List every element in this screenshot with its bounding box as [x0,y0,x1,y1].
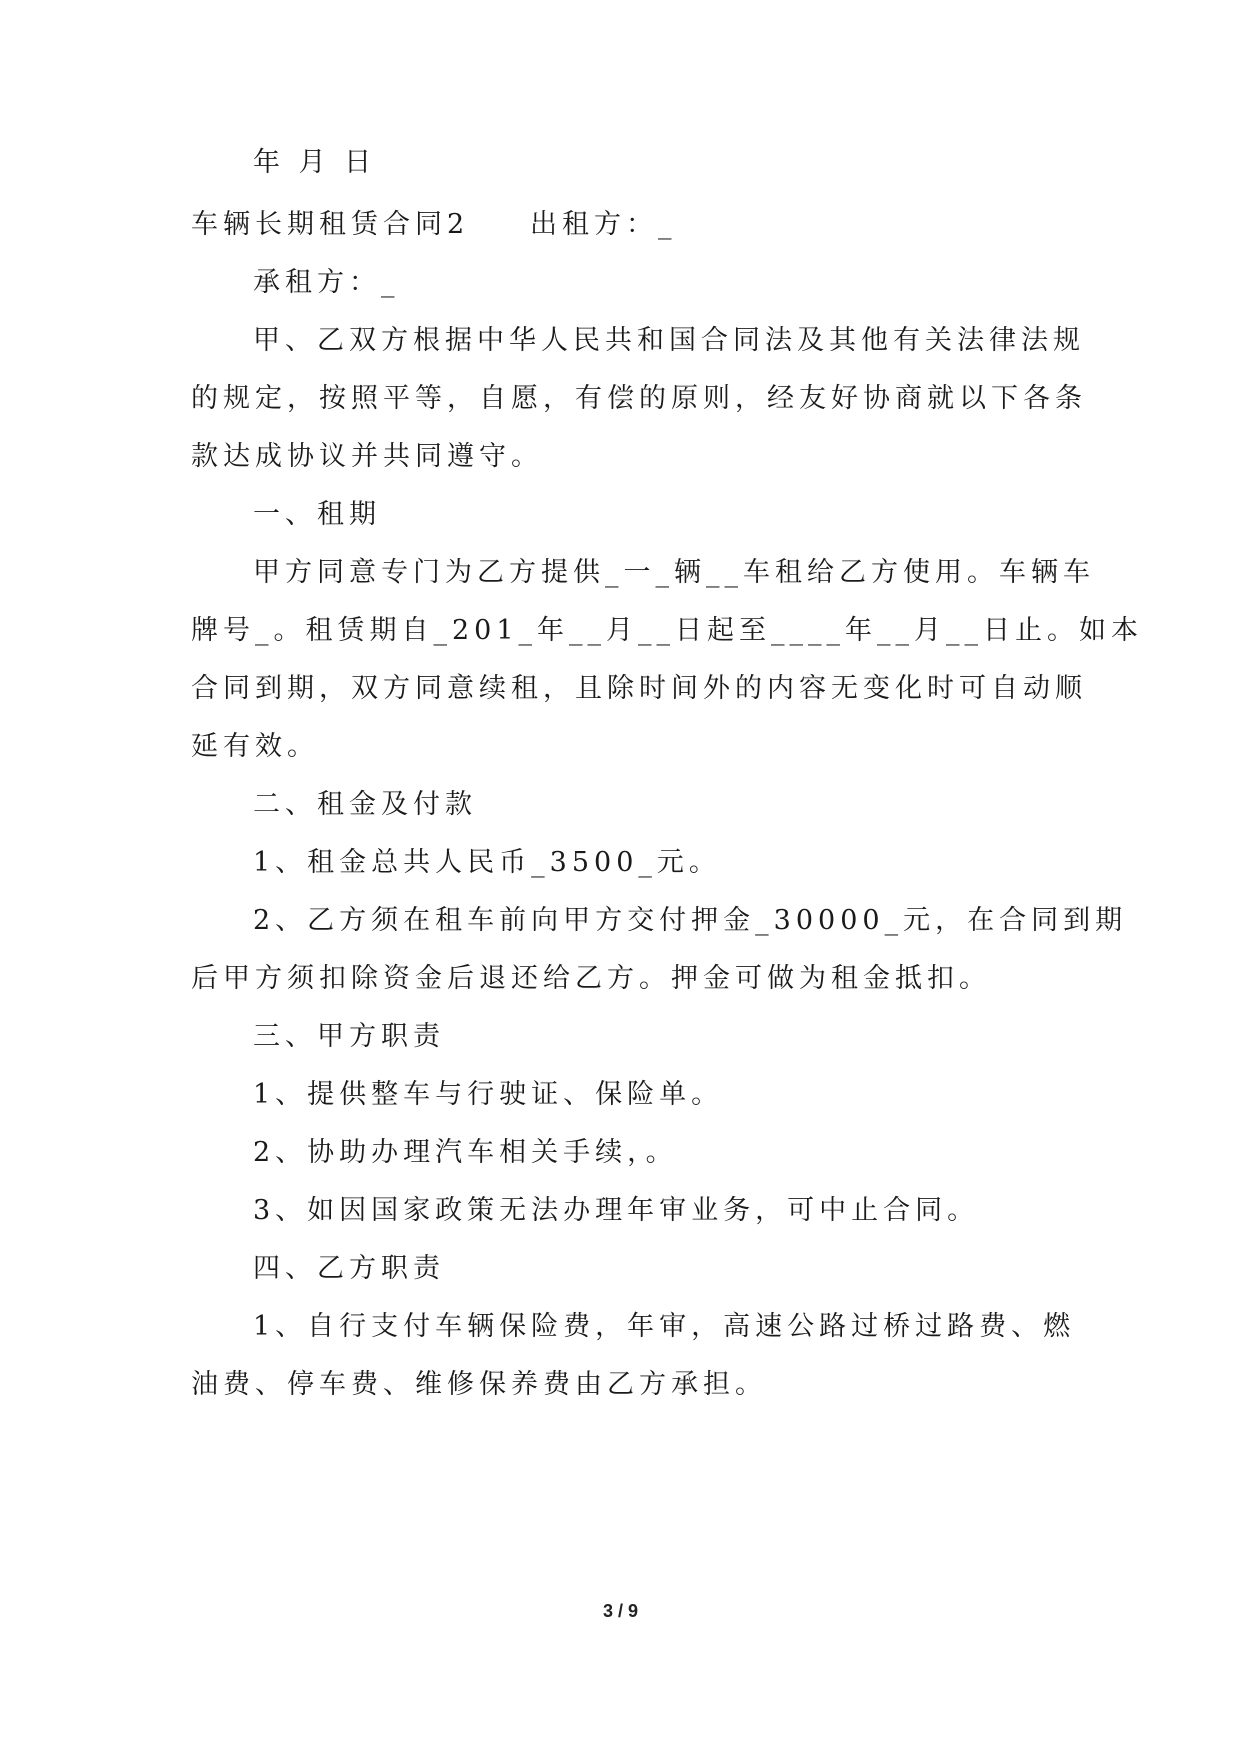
paragraph-line: 合同到期，双方同意续租，且除时间外的内容无变化时可自动顺 [191,673,1087,704]
paragraph-line: 1、租金总共人民币_3500_元。 [253,847,721,878]
paragraph-line: 3、如因国家政策无法办理年审业务，可中止合同。 [253,1195,980,1226]
contract-title: 车辆长期租赁合同2 [191,209,470,240]
lessee-line: 承租方：_ [253,267,400,298]
paragraph-line: 甲、乙双方根据中华人民共和国合同法及其他有关法律法规 [253,325,1085,356]
paragraph-line: 1、自行支付车辆保险费，年审，高速公路过桥过路费、燃 [253,1311,1076,1342]
lessor-line: 出租方：_ [530,209,677,240]
section-heading: 一、租期 [253,499,381,530]
paragraph-line: 甲方同意专门为乙方提供_一_辆__车租给乙方使用。车辆车 [253,557,1095,588]
paragraph-line: 2、乙方须在租车前向甲方交付押金_30000_元，在合同到期 [253,905,1128,936]
section-heading: 二、租金及付款 [253,789,477,820]
paragraph-line: 1、提供整车与行驶证、保险单。 [253,1079,724,1110]
paragraph-line: 的规定，按照平等，自愿，有偿的原则，经友好协商就以下各条 [191,383,1087,414]
paragraph-line: 延有效。 [191,731,319,762]
paragraph-line: 2、协助办理汽车相关手续，。 [253,1137,678,1168]
page-number: 3 / 9 [602,1601,639,1621]
paragraph-line: 油费、停车费、维修保养费由乙方承担。 [191,1369,767,1400]
date-line: 年 月 日 [253,147,377,178]
paragraph-line: 牌号_。租赁期自_201_年__月__日起至____年__月__日止。如本 [191,615,1144,646]
section-heading: 四、乙方职责 [253,1253,445,1284]
section-heading: 三、甲方职责 [253,1021,445,1052]
paragraph-line: 后甲方须扣除资金后退还给乙方。押金可做为租金抵扣。 [191,963,991,994]
paragraph-line: 款达成协议并共同遵守。 [191,441,543,472]
